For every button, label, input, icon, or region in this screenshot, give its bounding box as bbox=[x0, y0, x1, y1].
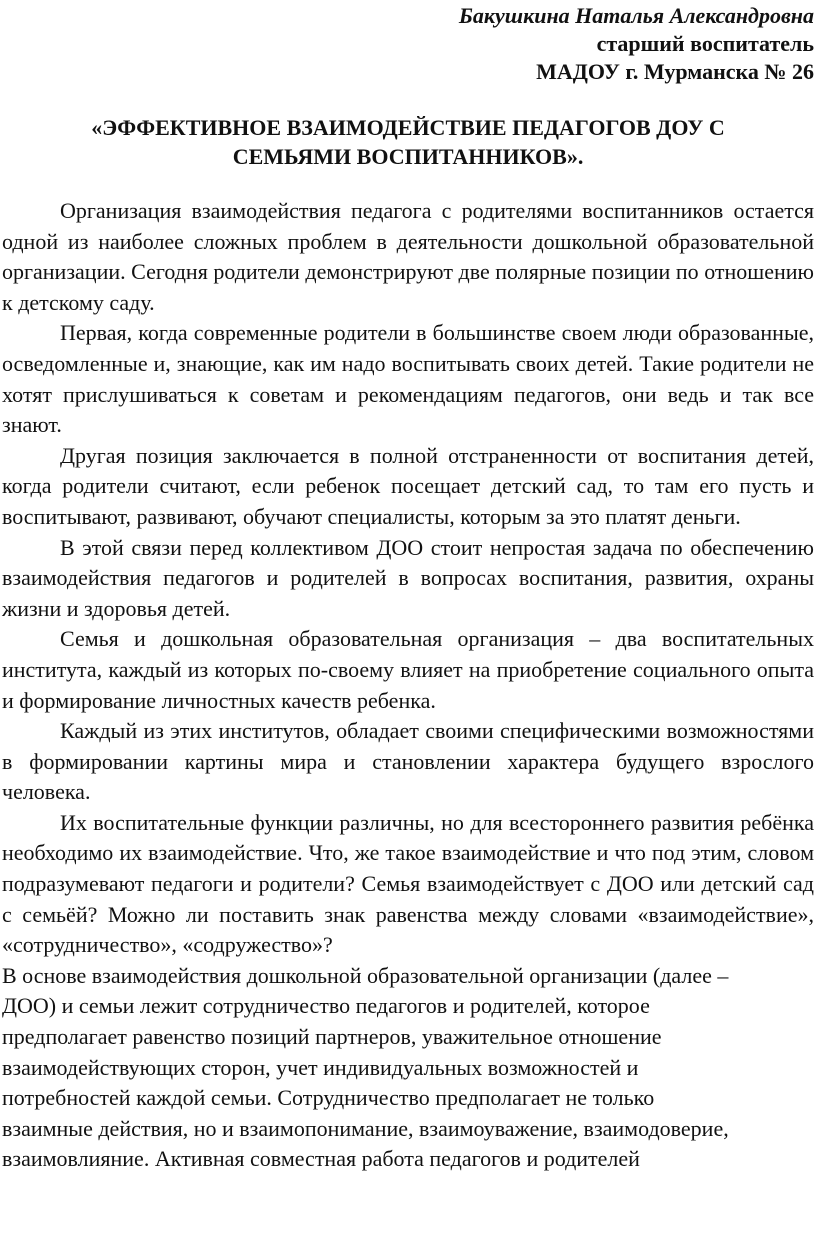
final-paragraph bbox=[2, 961, 814, 1175]
final-line: взаимовлияние. Активная совместная работа педагогов и родителей bbox=[2, 1146, 640, 1172]
paragraph: Организация взаимодействия педагога с родителями воспитанников остается одной из наиболее сложных проблем в деятельности дошкольной образовательной организации. Сегодня родители демонстрируют две полярные позиции по отношению к детскому саду. bbox=[2, 198, 814, 315]
final-line: взаимные действия, но и взаимопонимание, взаимоуважение, взаимодоверие, bbox=[2, 1115, 729, 1141]
author-block bbox=[459, 2, 814, 86]
final-line: взаимодействующих сторон, учет индивидуальных возможностей и bbox=[2, 1054, 639, 1080]
title-line-1: «ЭФФЕКТИВНОЕ ВЗАИМОДЕЙСТВИЕ ПЕДАГОГОВ ДОУ С bbox=[91, 115, 725, 140]
final-line: В основе взаимодействия дошкольной образовательной организации (далее – bbox=[2, 962, 729, 988]
author-position: старший воспитатель bbox=[596, 31, 814, 56]
paragraph: В этой связи перед коллективом ДОО стоит непростая задача по обеспечению взаимодействия педагогов и родителей в вопросах воспитания, развития, охраны жизни и здоровья детей. bbox=[2, 534, 814, 621]
paragraph: Семья и дошкольная образовательная организация – два воспитательных института, каждый из которых по-своему влияет на приобретение социального опыта и формирование личностных качеств ребенка. bbox=[2, 626, 814, 713]
paragraph: Их воспитательные функции различны, но для всестороннего развития ребёнка необходимо их взаимодействие. Что, же такое взаимодействие и что под этим, словом подразумевают педагоги и родители? Семья взаимодействует с ДОО или детский сад с семьёй? Можно ли поставить знак равенства между словами «взаимодействие», «сотрудничество», «содружество»? bbox=[2, 809, 814, 958]
body-text bbox=[2, 196, 814, 1175]
final-line: предполагает равенство позиций партнеров, уважительное отношение bbox=[2, 1024, 662, 1050]
document-title bbox=[0, 113, 816, 171]
author-name: Бакушкина Наталья Александровна bbox=[458, 3, 814, 28]
author-organization: МАДОУ г. Мурманска № 26 bbox=[536, 59, 814, 84]
final-line: потребностей каждой семьи. Сотрудничество предполагает не только bbox=[2, 1085, 655, 1111]
paragraph: Первая, когда современные родители в большинстве своем люди образованные, осведомленные и, знающие, как им надо воспитывать своих детей. Такие родители не хотят прислушиваться к советам и рекомендациям педагогов, они ведь и так все знают. bbox=[2, 320, 814, 438]
paragraph: Другая позиция заключается в полной отстраненности от воспитания детей, когда родители считают, если ребенок посещает детский сад, то там его пусть и воспитывают, развивают, обучают специалисты, которым за это платят деньги. bbox=[2, 442, 814, 529]
title-line-2: СЕМЬЯМИ ВОСПИТАННИКОВ». bbox=[232, 144, 584, 169]
final-line: ДОО) и семьи лежит сотрудничество педагогов и родителей, которое bbox=[2, 993, 650, 1019]
paragraph: Каждый из этих институтов, обладает своими специфическими возможностями в формировании картины мира и становлении характера будущего взрослого человека. bbox=[2, 718, 814, 805]
